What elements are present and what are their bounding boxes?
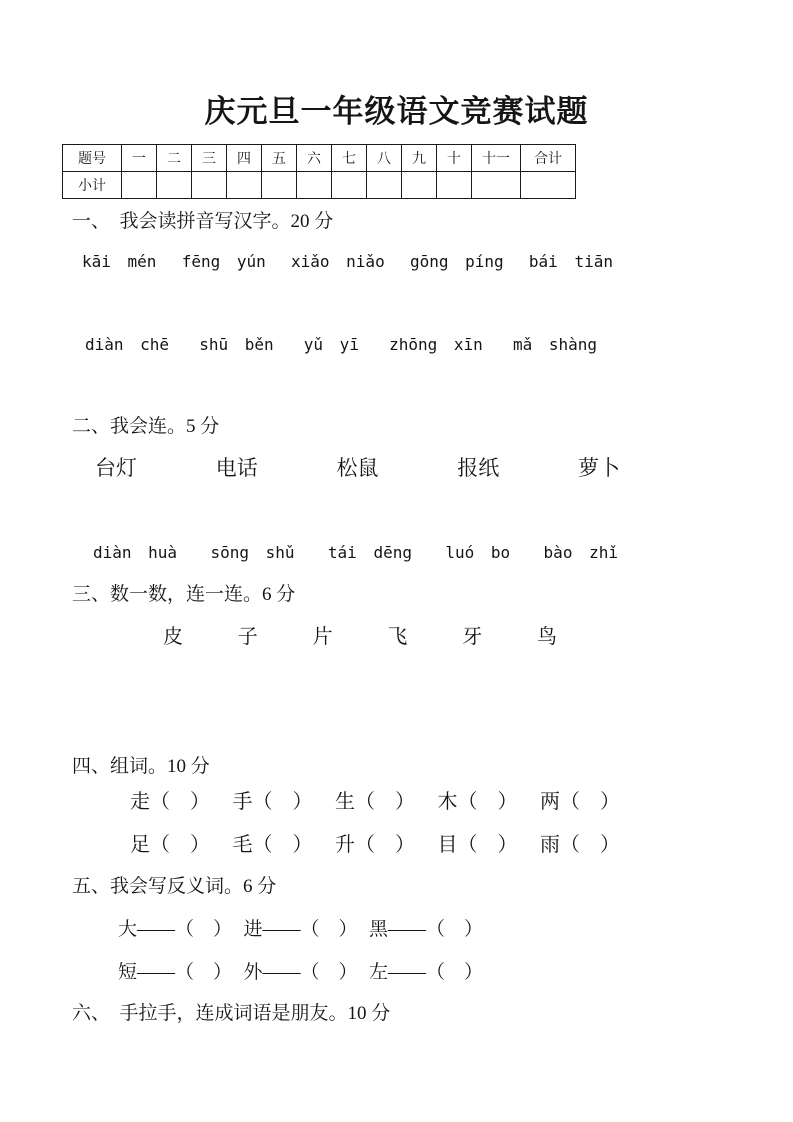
section-1-pinyin-row-2	[0, 333, 793, 357]
score-table-cell: 合计	[521, 145, 576, 172]
section-1-pinyin-row-1	[0, 250, 793, 274]
section-1-heading: 一、 我会读拼音写汉字。20 分	[72, 211, 334, 232]
pinyin-item: sōng shǔ	[210, 543, 295, 562]
pinyin-item: diàn huà	[93, 543, 178, 562]
pinyin-item: bào zhǐ	[543, 543, 618, 562]
score-table-header-row	[63, 145, 576, 172]
word-item: 松鼠	[336, 456, 379, 480]
section-4-row-2	[0, 832, 793, 859]
subtotal-cell-empty	[122, 172, 157, 199]
subtotal-cell-empty	[262, 172, 297, 199]
antonym-item: 进——（ ）	[243, 919, 358, 940]
score-table-cell: 五	[262, 145, 297, 172]
section-6-heading: 六、 手拉手，连成词语是朋友。10 分	[72, 1003, 391, 1024]
section-5-row-1	[0, 916, 793, 943]
score-table-cell: 九	[402, 145, 437, 172]
word-item: 报纸	[457, 456, 500, 480]
character-item: 皮	[163, 626, 183, 648]
word-item: 台灯	[95, 456, 137, 480]
word-blank-item: 走（ ）	[130, 791, 210, 813]
section-2-heading: 二、我会连。5 分	[72, 416, 220, 437]
score-table-cell: 十	[437, 145, 472, 172]
pinyin-item: tái dēng	[327, 543, 412, 562]
word-blank-item: 手（ ）	[232, 791, 313, 813]
score-table-cell: 一	[122, 145, 157, 172]
score-table-cell: 二	[157, 145, 192, 172]
subtotal-label: 小计	[63, 172, 122, 199]
word-blank-item: 两（ ）	[540, 791, 620, 813]
score-table-cell: 十一	[472, 145, 521, 172]
pinyin-item: gōng píng	[409, 252, 504, 271]
section-5-row-2	[0, 959, 793, 986]
subtotal-cell-empty	[227, 172, 262, 199]
word-blank-item: 目（ ）	[437, 834, 518, 856]
word-blank-item: 毛（ ）	[232, 834, 313, 856]
score-table-cell: 七	[332, 145, 367, 172]
section-2-words-row	[0, 455, 793, 481]
score-table-cell: 四	[227, 145, 262, 172]
character-item: 鸟	[536, 626, 557, 648]
page-title: 庆元旦一年级语文竞赛试题	[204, 94, 589, 129]
character-item: 牙	[462, 626, 483, 648]
pinyin-item: bái tiān	[528, 252, 613, 271]
score-table-cell: 八	[367, 145, 402, 172]
score-table-subtotal-row	[63, 172, 576, 199]
antonym-item: 大——（ ）	[118, 919, 233, 940]
subtotal-cell-empty	[402, 172, 437, 199]
score-table-cell: 三	[192, 145, 227, 172]
section-4-heading: 四、组词。10 分	[72, 756, 210, 777]
section-2-pinyin-row	[0, 541, 793, 565]
word-blank-item: 雨（ ）	[540, 834, 620, 856]
pinyin-item: zhōng xīn	[389, 335, 483, 354]
score-table-cell: 题号	[63, 145, 122, 172]
antonym-item: 黑——（ ）	[368, 919, 483, 940]
character-item: 片	[312, 626, 333, 648]
pinyin-item: xiǎo niǎo	[291, 252, 385, 271]
character-item: 飞	[387, 626, 408, 648]
subtotal-cell-empty	[521, 172, 576, 199]
section-3-characters-row	[0, 624, 793, 650]
word-blank-item: 足（ ）	[130, 834, 210, 856]
pinyin-item: fēng yún	[181, 252, 266, 271]
section-5-heading: 五、我会写反义词。6 分	[72, 876, 277, 897]
antonym-item: 短——（ ）	[118, 962, 233, 983]
subtotal-cell-empty	[157, 172, 192, 199]
subtotal-cell-empty	[367, 172, 402, 199]
word-blank-item: 生（ ）	[335, 791, 415, 813]
pinyin-item: kāi mén	[82, 252, 157, 271]
pinyin-item: luó bo	[445, 543, 511, 562]
pinyin-item: mǎ shàng	[512, 335, 597, 354]
subtotal-cell-empty	[437, 172, 472, 199]
word-item: 萝卜	[578, 456, 620, 480]
pinyin-item: yǔ yī	[303, 335, 359, 354]
subtotal-cell-empty	[472, 172, 521, 199]
word-blank-item: 木（ ）	[437, 791, 518, 813]
word-item: 电话	[215, 456, 258, 480]
subtotal-cell-empty	[332, 172, 367, 199]
section-3-heading: 三、数一数，连一连。6 分	[72, 584, 296, 605]
word-blank-item: 升（ ）	[335, 834, 415, 856]
antonym-item: 外——（ ）	[243, 962, 358, 983]
score-table	[62, 144, 576, 199]
score-table-cell: 六	[297, 145, 332, 172]
pinyin-item: diàn chē	[85, 335, 170, 354]
character-item: 子	[237, 626, 258, 648]
subtotal-cell-empty	[297, 172, 332, 199]
section-4-row-1	[0, 789, 793, 816]
antonym-item: 左——（ ）	[368, 962, 483, 983]
subtotal-cell-empty	[192, 172, 227, 199]
pinyin-item: shū běn	[199, 335, 274, 354]
